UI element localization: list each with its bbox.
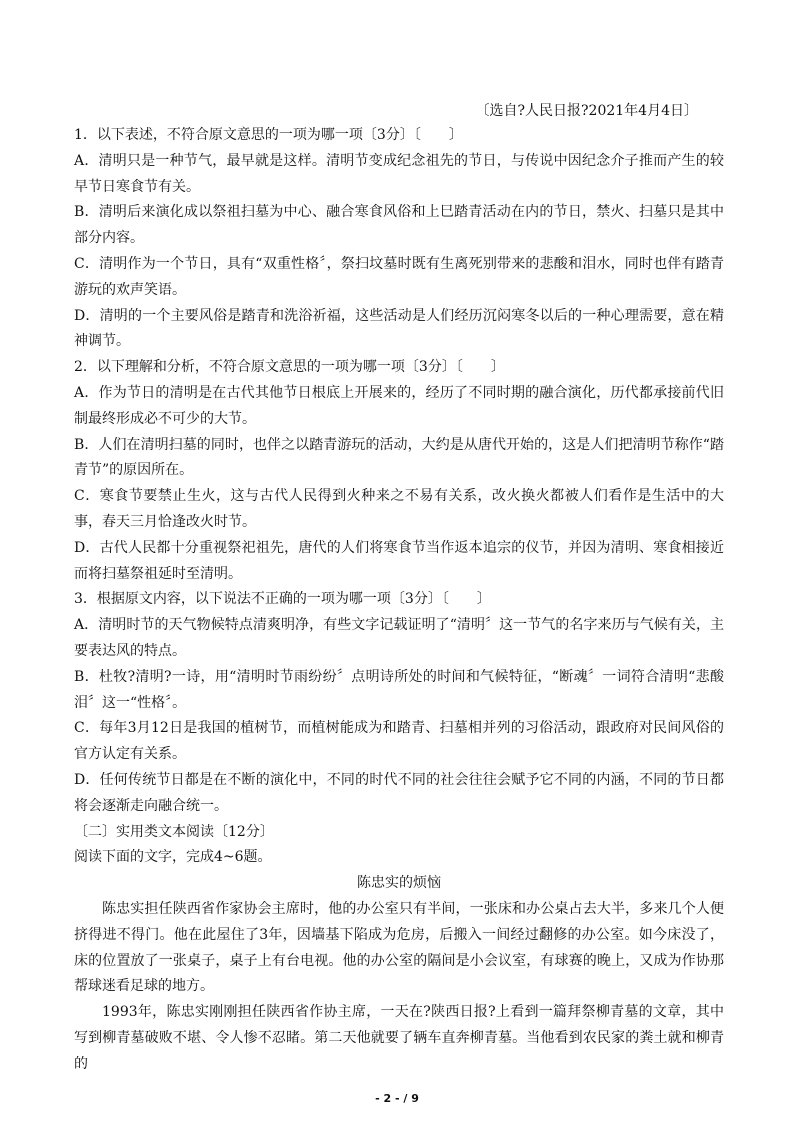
- question-line: B．杜牧?清明?一诗，用“清明时节雨纷纷〞点明诗所处的时间和气候特征，“断魂〞一词符合清明“悲酸泪〞这一“性格〞。: [74, 668, 724, 711]
- source-citation: 〔选自?人民日报?2021年4月4日〕: [475, 103, 698, 119]
- page-number: - 2 - / 9: [375, 1092, 419, 1105]
- question-line: A．清明时节的天气物候特点清爽明净，有些文字记载证明了“清明〞这一节气的名字来历与气候有关，主要表达风的特点。: [74, 617, 724, 659]
- question-line: D．清明的一个主要风俗是踏青和洗浴祈福，这些活动是人们经历沉闷寒冬以后的一种心理需要，意在精神调节。: [74, 307, 724, 350]
- question-line: 3．根据原文内容，以下说法不正确的一项为哪一项〔3分〕〔 〕: [74, 591, 491, 608]
- question-line: B．人们在清明扫墓的同时，也伴之以踏青游玩的活动，大约是从唐代开始的，这是人们把清明节称作“踏青节”的原因所在。: [74, 436, 724, 479]
- article-title: 陈忠实的烦恼: [357, 875, 441, 892]
- question-line: 2．以下理解和分析，不符合原文意思的一项为哪一项〔3分〕〔 〕: [74, 359, 505, 376]
- document-body: [74, 123, 724, 1077]
- question-line: A．作为节日的清明是在古代其他节日根底上开展来的，经历了不同时期的融合演化，历代都承接前代旧制最终形成必不可少的大节。: [74, 384, 724, 427]
- article-paragraph: 1993年，陈忠实刚刚担任陕西省作协主席，一天在?陕西日报?上看到一篇拜祭柳青墓的文章，其中写到柳青墓破败不堪、令人惨不忍睹。第二天他就要了辆车直奔柳青墓。当他看到农民家的粪土就和柳青的: [74, 1004, 724, 1072]
- question-line: 1．以下表述，不符合原文意思的一项为哪一项〔3分〕〔 〕: [74, 127, 463, 143]
- question-line: C．每年3月12日是我国的植树节，而植树能成为和踏青、扫墓相并列的习俗活动，跟政府对民间风俗的官方认定有关系。: [74, 720, 724, 763]
- question-line: D．任何传统节日都是在不断的演化中，不同的时代不同的社会往往会赋予它不同的内涵，不同的节日都将会逐渐走向融合统一。: [74, 771, 724, 814]
- question-line: C．寒食节要禁止生火，这与古代人民得到火种来之不易有关系，改火换火都被人们看作是生活中的大事，春天三月恰逢改火时节。: [74, 488, 724, 530]
- question-line: D．古代人民都十分重视祭祀祖先，唐代的人们将寒食节当作返本追宗的仪节，并因为清明、寒食相接近而将扫墓祭祖延时至清明。: [74, 539, 724, 582]
- question-line: 〔二〕实用类文本阅读〔12分〕: [74, 823, 274, 840]
- question-line: B．清明后来演化成以祭祖扫墓为中心、融合寒食风俗和上巳踏青活动在内的节日，禁火、扫墓只是其中部分内容。: [74, 204, 724, 247]
- question-line: C．清明作为一个节日，具有“双重性格〞，祭扫坟墓时既有生离死别带来的悲酸和泪水，同时也伴有踏青游玩的欢声笑语。: [74, 255, 724, 298]
- question-line: 阅读下面的文字，完成4~6题。: [74, 849, 272, 866]
- question-line: A．清明只是一种节气，最早就是这样。清明节变成纪念祖先的节日，与传说中因纪念介子推而产生的较早节日寒食节有关。: [74, 152, 724, 195]
- article-paragraph: 陈忠实担任陕西省作家协会主席时，他的办公室只有半间，一张床和办公桌占去大半，多来几个人便挤得进不得门。他在此屋住了3年，因墙基下陷成为危房，后搬入一间经过翻修的办公室。如今床没了，床的位置放了一张桌子，桌子上有台电视。他的办公室的隔间是小会议室，有球赛的晚上，又成为作协那帮球迷看足球的地方。: [74, 900, 724, 995]
